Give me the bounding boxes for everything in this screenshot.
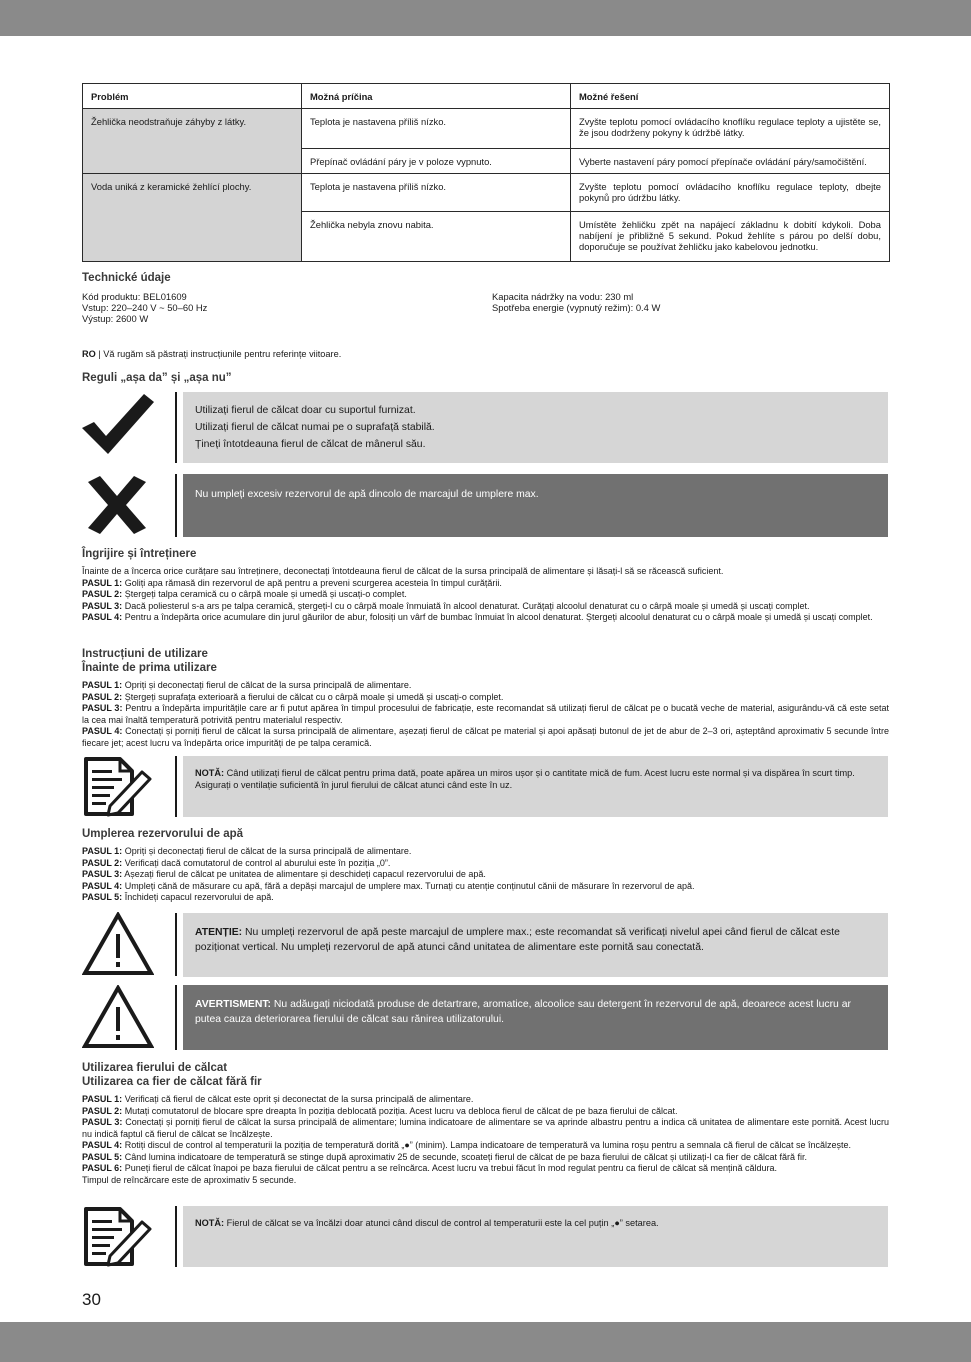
- step-label: PASUL 2:: [82, 1105, 123, 1116]
- do-panel: [183, 392, 888, 463]
- iron-subtitle: Utilizarea ca fier de călcat fără fir: [82, 1076, 262, 1088]
- usage-subtitle: Înainte de prima utilizare: [82, 662, 217, 674]
- tech-specs-right: [492, 291, 660, 313]
- step-label: PASUL 5:: [82, 892, 123, 902]
- step-label: PASUL 3:: [82, 600, 123, 611]
- table-cell-solution: Umístěte žehličku zpět na napájecí základnu k dobití kdykoli. Doba nabíjení je přibližně 5 sekund. Pokud žehlíte s párou po delší dobu, doporučuje se používat žehličku jako kabelovou jednotku.: [571, 212, 890, 262]
- language-code: RO: [82, 349, 96, 359]
- step-item: [82, 1094, 889, 1106]
- step-text: Când lumina indicatoare de temperatură se stinge după aproximativ 25 de secunde, scoateți fierul de călcat de pe baza fierului de călcat și utilizați-l ca fier de călcat fără fir.: [122, 1151, 808, 1162]
- divider: [175, 913, 177, 976]
- column-header-solution: Možné řešení: [571, 84, 890, 109]
- table-cell-solution: Zvyšte teplotu pomocí ovládacího knoflíku regulace teploty a ujistěte se, že jsou dodrženy pokyny k údržbě látky.: [571, 109, 890, 149]
- table-cell-cause: Teplota je nastavena příliš nízko.: [302, 109, 571, 149]
- step-text: Închideți capacul rezervorului de apă.: [122, 892, 274, 902]
- step-text: Conectați și porniți fierul de călcat la sursa principală de alimentare; lumina indicatoare de alimentare se va aprinde albastru pentru a indica că unitatea de alimentare este pornită. Acest lucru nu indică faptul că fierul de călcat se încălzește.: [82, 1117, 889, 1139]
- care-intro: Înainte de a încerca orice curățare sau întreținere, deconectați întotdeauna fierul de călcat de la sursa principală de alimentare și lăsați-l să se răcească suficient.: [82, 566, 724, 576]
- step-item: [82, 1140, 889, 1152]
- step-item: [82, 846, 889, 858]
- step-text: Umpleți cănă de măsurare cu apă, fără a depăși marcajul de umplere max. Turnați cu atenție conținutul cănii de măsurare în rezervorul de apă.: [122, 880, 695, 891]
- step-text: Pentru a îndepărta impuritățile care ar fi putut apărea în timpul procesului de fabricație, este recomandat să utilizați fierul de călcat pe o bucată veche de material, asigurându-vă că este setat la cea mai înaltă temperatură potrivită pentru materialul respectiv.: [82, 703, 889, 725]
- table-header-row: [83, 84, 890, 109]
- warning-panel: [183, 985, 888, 1050]
- note-panel-heating: [183, 1206, 888, 1267]
- step-item: [82, 601, 889, 613]
- tech-title: Technické údaje: [82, 272, 171, 284]
- step-item: [82, 589, 889, 601]
- table-cell-cause: Teplota je nastavena příliš nízko.: [302, 174, 571, 212]
- step-item: [82, 612, 889, 624]
- step-item: [82, 1106, 889, 1118]
- step-text: Ștergeți talpa ceramică cu o cârpă moale și umedă și uscați-o complet.: [122, 589, 407, 599]
- step-label: PASUL 4:: [82, 612, 123, 622]
- step-item: [82, 869, 889, 881]
- divider: [175, 756, 177, 817]
- step-text: Pentru a îndepărta orice acumulare din jurul găurilor de abur, folosiți un vârf de bumbac înmuiat în alcool denaturat. Ștergeți alcoolul denaturat cu o cârpă moale și umedă și uscați complet.: [122, 612, 873, 622]
- spec-product-code: Kód produktu: BEL01609: [82, 291, 187, 302]
- step-label: PASUL 3:: [82, 869, 123, 879]
- note-panel-first-use: [183, 756, 888, 817]
- step-label: PASUL 1:: [82, 577, 123, 588]
- intro-text: Vă rugăm să păstrați instrucțiunile pentru referințe viitoare.: [103, 349, 342, 359]
- tech-specs-left: [82, 291, 207, 324]
- column-header-problem: Problém: [83, 84, 302, 109]
- usage-title: Instrucțiuni de utilizare: [82, 648, 208, 660]
- step-label: PASUL 4:: [82, 880, 123, 891]
- dos-title: Reguli „așa da” și „așa nu”: [82, 372, 232, 384]
- do-item: Utilizați fierul de călcat numai pe o suprafață stabilă.: [195, 422, 435, 433]
- separator: |: [95, 349, 104, 359]
- step-text: Mutați comutatorul de blocare spre dreapta în poziția deblocată poziția. Acest lucru va debloca fierul de călcat de pe baza fierului de călcat.: [122, 1105, 678, 1116]
- caution-panel: [183, 913, 888, 977]
- step-text: Puneți fierul de călcat înapoi pe baza fierului de călcat pentru a se reîncărca. Acest lucru va trebui făcut în mod regulat pentru ca fierul de călcat să mențină căldura.: [122, 1163, 778, 1173]
- table-cell-cause: Žehlička nebyla znovu nabita.: [302, 212, 571, 262]
- warning-text: Nu adăugați niciodată produse de detartrare, aromatice, alcoolice sau detergent în rezervorul de apă, deoarece acest lucru ar putea cauza deteriorarea fierului de călcat sau rănirea utilizatorului.: [195, 999, 851, 1025]
- note-label: NOTĂ:: [195, 768, 225, 778]
- caution-text: Nu umpleți rezervorul de apă peste marcajul de umplere max.; este recomandat să verificați nivelul apei când fierul de călcat este poziționat vertical. Nu umpleți rezervorul de apă atunci când unitatea de alimentare este pornită sau conectată.: [195, 927, 840, 953]
- table-cell-problem: Voda uniká z keramické žehlící plochy.: [83, 174, 302, 262]
- step-text: Goliți apa rămasă din rezervorul de apă pentru a preveni scurgerea acesteia în timpul curățării.: [122, 577, 502, 588]
- table-cell-solution: Zvyšte teplotu pomocí ovládacího knoflíku regulace teploty, dbejte pokynů pro údržbu látky.: [571, 174, 890, 212]
- recharge-time-text: Timpul de reîncărcare este de aproximativ 5 secunde.: [82, 1174, 297, 1185]
- caution-label: ATENȚIE:: [195, 927, 243, 938]
- step-item: [82, 703, 889, 726]
- step-label: PASUL 4:: [82, 1140, 123, 1150]
- usage-steps: [82, 680, 889, 749]
- step-label: PASUL 5:: [82, 1151, 123, 1162]
- step-item: [82, 858, 889, 870]
- note-text: Când utilizați fierul de călcat pentru prima dată, poate apărea un miros ușor și o cantitate mică de fum. Acest lucru este normal și va dispărea în scurt timp. Asigurați o ventilație suficientă în jurul fierului de călcat atunci când este în uz.: [195, 768, 855, 790]
- step-label: PASUL 1:: [82, 1094, 123, 1104]
- spec-tank-capacity: Kapacita nádržky na vodu: 230 ml: [492, 291, 634, 302]
- table-row: [83, 174, 890, 212]
- footer-bar: [0, 1322, 971, 1362]
- step-text: Conectați și porniți fierul de călcat la sursa principală de alimentare, așezați fierul de călcat pe material și apoi apăsați butonul de jet de abur de 2–3 ori, așteptând aproximativ 5 secunde între fiecare jet; acest lucru va îndepărta orice impurități de pe talpa ceramică.: [82, 726, 889, 748]
- dont-item: Nu umpleți excesiv rezervorul de apă dincolo de marcajul de umplere max.: [195, 489, 539, 500]
- step-item: [82, 1163, 889, 1175]
- cross-icon: [82, 474, 152, 536]
- step-text: Verificați dacă comutatorul de control al aburului este în poziția „0”.: [122, 857, 391, 868]
- step-item: [82, 892, 889, 904]
- care-title: Îngrijire și întreținere: [82, 548, 197, 560]
- step-text: Opriți și deconectați fierul de călcat de la sursa principală de alimentare.: [122, 846, 412, 856]
- step-label: PASUL 6:: [82, 1163, 123, 1173]
- step-label: PASUL 3:: [82, 703, 123, 713]
- iron-steps: [82, 1094, 889, 1186]
- fill-steps: [82, 846, 889, 904]
- step-item: [82, 1117, 889, 1140]
- table-cell-cause: Přepínač ovládání páry je v poloze vypnuto.: [302, 149, 571, 174]
- dont-panel: [183, 474, 888, 537]
- step-item: [82, 692, 889, 704]
- step-label: PASUL 2:: [82, 589, 123, 599]
- divider: [175, 392, 177, 463]
- step-text: Așezați fierul de călcat pe unitatea de alimentare și deschideți capacul rezervorului de apă.: [122, 869, 486, 879]
- step-item: [82, 726, 889, 749]
- note-icon: [82, 1206, 154, 1268]
- spec-input: Vstup: 220–240 V ~ 50–60 Hz: [82, 302, 208, 313]
- do-item: Țineți întotdeauna fierul de călcat de mânerul său.: [195, 439, 426, 450]
- note-label: NOTĂ:: [195, 1218, 225, 1228]
- step-label: PASUL 1:: [82, 846, 123, 856]
- step-item: [82, 1152, 889, 1164]
- checkmark-icon: [80, 392, 158, 456]
- ro-intro: [82, 349, 889, 361]
- step-text: Verificați că fierul de călcat este oprit și deconectat de la sursa principală de alimentare.: [122, 1094, 474, 1104]
- divider: [175, 474, 177, 537]
- step-item: [82, 881, 889, 893]
- step-label: PASUL 4:: [82, 726, 123, 736]
- step-text: Ștergeți suprafața exterioară a fierului de călcat cu o cârpă moale și umedă și uscați-o complet.: [122, 691, 504, 702]
- divider: [175, 985, 177, 1050]
- note-icon: [82, 756, 154, 818]
- spec-output: Výstup: 2600 W: [82, 313, 149, 324]
- table-row: [83, 109, 890, 149]
- troubleshooting-table: [82, 83, 890, 262]
- divider: [175, 1206, 177, 1267]
- step-item: [82, 680, 889, 692]
- iron-title: Utilizarea fierului de călcat: [82, 1062, 228, 1074]
- column-header-cause: Možná príčina: [302, 84, 571, 109]
- step-text: Rotiți discul de control al temperaturii la poziția de temperatură dorită „●” (minim). Lampa indicatoare de temperatură va lumina roșu pentru a semnala că fierul de călcat se încălzește.: [122, 1140, 851, 1150]
- step-text: Opriți și deconectați fierul de călcat de la sursa principală de alimentare.: [122, 680, 412, 690]
- step-item: [82, 578, 889, 590]
- step-label: PASUL 2:: [82, 857, 123, 868]
- table-cell-problem: Žehlička neodstraňuje záhyby z látky.: [83, 109, 302, 174]
- spec-power-off: Spotřeba energie (vypnutý režim): 0.4 W: [492, 302, 661, 313]
- warning-triangle-icon: [82, 912, 154, 976]
- table-cell-solution: Vyberte nastavení páry pomocí přepínače ovládání páry/samočištění.: [571, 149, 890, 174]
- warning-triangle-icon: [82, 985, 154, 1049]
- do-item: Utilizați fierul de călcat doar cu suportul furnizat.: [195, 405, 416, 416]
- header-bar: [0, 0, 971, 36]
- care-text: [82, 566, 889, 624]
- warning-label: AVERTISMENT:: [195, 999, 272, 1010]
- step-label: PASUL 1:: [82, 680, 123, 690]
- note-text: Fierul de călcat se va încălzi doar atunci când discul de control al temperaturii este la cel puțin „●” setarea.: [224, 1218, 659, 1228]
- page-number: 30: [82, 1290, 101, 1309]
- fill-title: Umplerea rezervorului de apă: [82, 828, 244, 840]
- step-label: PASUL 2:: [82, 691, 123, 702]
- step-text: Dacă poliesterul s-a ars pe talpa ceramică, ștergeți-l cu o cârpă moale înmuiată în alcool denaturat. Curățați alcoolul denaturat cu o cârpă moale și umedă și uscați complet.: [122, 600, 810, 611]
- step-label: PASUL 3:: [82, 1117, 123, 1127]
